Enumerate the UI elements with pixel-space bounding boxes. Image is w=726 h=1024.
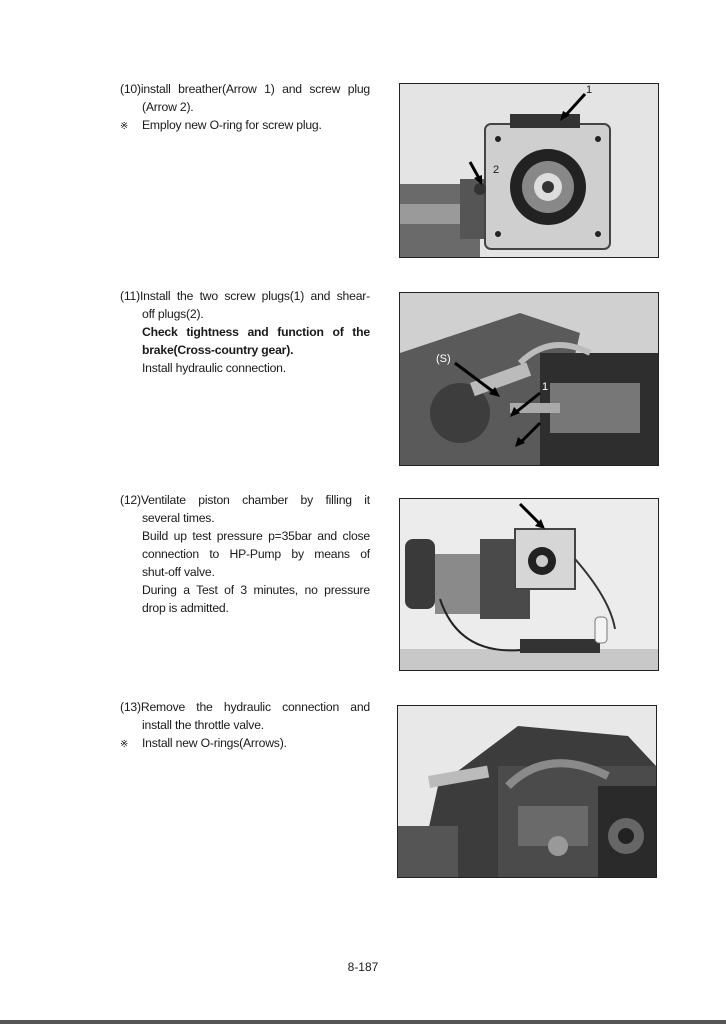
step-text: Ventilate piston chamber by filling it xyxy=(140,493,370,507)
pressure-test-illustration xyxy=(400,499,658,670)
pump-plugs-illustration xyxy=(400,293,658,465)
step-number: (11) xyxy=(120,289,140,303)
step-13-line-2: install the throttle valve. xyxy=(142,718,264,732)
step-number: (10) xyxy=(120,82,141,96)
step-11-bold-line-2: brake(Cross-country gear). xyxy=(142,343,294,357)
photo-throttle-valve xyxy=(397,705,657,878)
step-10-line-2: (Arrow 2). xyxy=(142,100,194,114)
throttle-valve-illustration xyxy=(398,706,656,877)
callout-1: 1 xyxy=(542,381,549,393)
step-12-line-1 xyxy=(120,491,370,509)
step-13-line-1 xyxy=(120,698,370,716)
step-11-line-2: off plugs(2). xyxy=(142,307,204,321)
note-text: Install new O-rings(Arrows). xyxy=(142,736,287,750)
step-12-line-7: drop is admitted. xyxy=(142,601,229,615)
step-12-line-2: several times. xyxy=(142,511,215,525)
callout-2: 2 xyxy=(493,164,500,176)
step-13-note xyxy=(120,734,370,754)
note-symbol: ※ xyxy=(120,121,129,132)
note-text: Employ new O-ring for screw plug. xyxy=(142,118,322,132)
photo-breather-screw-plug xyxy=(399,83,659,258)
page-number: 8-187 xyxy=(347,960,379,974)
step-11-line-1 xyxy=(120,287,370,305)
step-number: (12) xyxy=(120,493,141,507)
step-12-line-6: During a Test of 3 minutes, no pressure xyxy=(142,583,370,597)
callout-s: (S) xyxy=(436,353,451,365)
step-11-extra: Install hydraulic connection. xyxy=(142,361,286,375)
step-13 xyxy=(120,698,370,754)
step-12-line-5: shut-off valve. xyxy=(142,565,215,579)
step-text: Install the two screw plugs(1) and shear- xyxy=(139,289,370,303)
step-number: (13) xyxy=(120,700,141,714)
callout-1: 1 xyxy=(586,84,593,96)
step-text: Remove the hydraulic connection and xyxy=(140,700,370,714)
photo-screw-plugs xyxy=(399,292,659,466)
step-12 xyxy=(120,491,370,617)
step-10 xyxy=(120,80,370,136)
pump-cover-illustration xyxy=(400,84,658,257)
step-text: install breather(Arrow 1) and screw plug xyxy=(140,82,370,96)
step-10-line-1 xyxy=(120,80,370,98)
photo-pressure-test xyxy=(399,498,659,671)
step-10-note xyxy=(120,116,370,136)
step-11-bold-line-1: Check tightness and function of the xyxy=(142,325,370,339)
step-12-line-4: connection to HP-Pump by means of xyxy=(142,547,370,561)
step-12-line-3: Build up test pressure p=35bar and close xyxy=(142,529,370,543)
note-symbol: ※ xyxy=(120,739,129,750)
step-11 xyxy=(120,287,370,377)
scan-edge xyxy=(0,1020,726,1024)
